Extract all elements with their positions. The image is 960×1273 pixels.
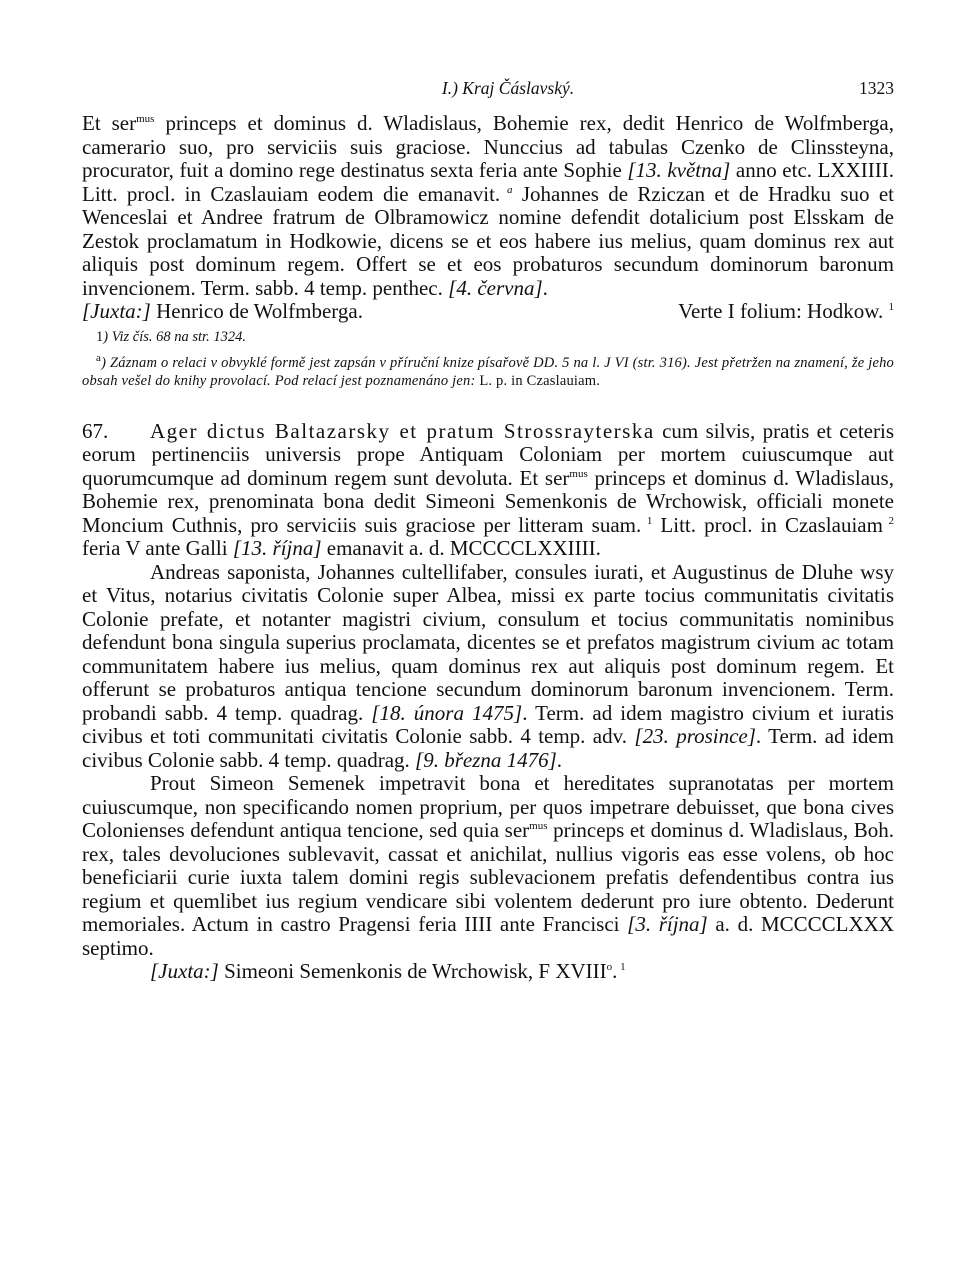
- verte-text: Verte I folium: Hodkow.: [678, 299, 884, 323]
- footnote-text: ) Viz čís. 68 na str. 1324.: [103, 328, 246, 345]
- text-span: princeps et dominus d. Wladislaus, Bohemie rex, dedit Henrico de Wolfmberga, camerario suo, pro serviciis suis graciose. Nunccius ad tabulas Czenko de Clinssteyna, procurator, fuit a domino rege destinatus sexta feria ante Sophie: [82, 111, 894, 182]
- text-span: Litt. procl. in Czaslauiam: [652, 512, 883, 537]
- footnote-marker: 1: [641, 514, 653, 527]
- text-span: princeps et dominus d. Wladislaus, Boh. rex, tales devoluciones sublevavit, cassat et anichilat, nullius vigoris eas esse volens, ob hoc beneficiarii curie iuxta talem domini regis sublevacionem prefatis defendentibus contra ius regium et quemlibet ius regium vendicare sibi volentem dederunt pro iure obtento. Dederunt memoriales. Actum in castro Pragensi feria IIII ante Francisci: [82, 818, 894, 936]
- entry-a: [82, 112, 894, 324]
- entry-67-juxta: [82, 960, 894, 984]
- text-span: . Term. ad idem civibus Colonie sabb. 4 temp. quadrag.: [82, 724, 894, 772]
- footnote-marker: a: [500, 183, 513, 196]
- entry-67: [82, 420, 894, 984]
- text-span: .: [612, 959, 618, 983]
- juxta-label: [Juxta:]: [82, 299, 151, 323]
- juxta-label: [Juxta:]: [150, 959, 219, 983]
- editorial-date: [13. května]: [627, 158, 731, 182]
- editorial-date: [13. října]: [232, 536, 322, 560]
- editorial-date: [3. října]: [627, 912, 708, 936]
- text-span: Prout Simeon Semenek impetravit bona et hereditates supranotatas per mortem cuiuscumque, non specificando nomen proprium, per quos impetrare debuisset, que bona cives Colonienses defendunt antiqua tencione, sed quia ser: [82, 771, 894, 842]
- entry-a-paragraph: [82, 112, 894, 300]
- text-span: cum silvis, pratis et ceteris eorum pertinenciis universis prope Antiquam Coloniam per mortem cuiuscumque aut quorumcumque ad dominum regem sunt devoluta. Et ser: [82, 418, 894, 490]
- juxta-line: [82, 300, 894, 324]
- entry-67-paragraph-3: [82, 772, 894, 960]
- entry-67-paragraph-1: [82, 420, 894, 561]
- entry-67-paragraph-2: [82, 561, 894, 773]
- text-span: Johannes de Rziczan et de Hradku suo et Wenceslai et Andree fratrum de Olbramowicz nomine defendit dotalicium post Elsskam de Zestok proclamatum in Hodkowie, dicens se et eos habere ius melius, quam dominus rex aut aliquis post dominum regem. Offert se et eos probaturos secundum dominorum baronum invencionem. Term. sabb. 4 temp. penthec.: [82, 181, 894, 300]
- superscript: mus: [529, 820, 548, 832]
- footnote-text: ) Záznam o relaci v obvyklé formě jest zapsán v příruční knize písařově DD. 5 na l. J VI (str. 316). Jest přetržen na znamení, že jeho obsah vešel do knihy provolací. Pod relací jest poznamenáno jen:: [82, 354, 894, 389]
- footnote-marker: 1: [617, 961, 626, 973]
- juxta-text: Simeoni Semenkonis de Wrchowisk, F XVIII: [218, 959, 607, 983]
- spaced-text: Ager dictus Baltazarsky et pratum Strossrayterska: [150, 418, 655, 443]
- text-span: princeps et dominus d. Wladislaus, Bohemie rex, prenominata bona dedit Simeoni Semenkonis de Wrchowisk, officiali monete Moncium Cuthnis, pro serviciis suis graciose per litteram suam.: [82, 465, 894, 537]
- juxta-left: [82, 300, 363, 324]
- footnote-letter: a: [96, 351, 102, 364]
- editorial-date: [4. června]: [448, 275, 543, 300]
- footnote-marker: 1: [888, 301, 894, 313]
- text-span: a. d. MCCCCLXXX septimo.: [82, 912, 894, 960]
- footnote-tail: L. p. in Czaslauiam.: [479, 372, 601, 389]
- footnote-1: [82, 328, 894, 346]
- verte-note: [678, 300, 894, 324]
- juxta-text: Henrico de Wolfmberga.: [150, 299, 363, 323]
- text-span: feria V ante Galli: [82, 536, 233, 560]
- editorial-date: [9. března 1476]: [415, 747, 557, 772]
- editorial-date: [23. prosince]: [634, 724, 756, 748]
- text-span: Et ser: [82, 111, 137, 135]
- footnote-number: 1: [96, 328, 104, 345]
- editorial-date: [18. února 1475]: [371, 700, 523, 725]
- text-span: .: [556, 747, 563, 772]
- text-span: .: [542, 275, 548, 300]
- entry-number: 67.: [82, 418, 109, 443]
- text-span: emanavit a. d. MCCCCLXXIIII.: [321, 536, 601, 560]
- text-span: Andreas saponista, Johannes cultellifaber, consules iurati, et Augustinus de Dluhe wsy et Vitus, notarius civitatis Colonie super Albea, missi ex parte tocius communitatis civitatis Colonie prefate, et notanter magistri civium, consulum et tocius communitatis nominibus defendunt bona singula superius proclamata, dicentes se et prefatos magistrum civium ac totam communitatem habere ius melius, quam dominus rex aut aliquis post dominum regem. Et offerunt se probaturos antiqua tencione secundum dominorum baronum invencionem. Term. probandi sabb. 4 temp. quadrag.: [82, 559, 894, 725]
- superscript: mus: [136, 113, 155, 125]
- superscript: o: [606, 961, 613, 973]
- footnote-a: [82, 351, 894, 390]
- text-span: anno etc. LXXIIII. Litt. procl. in Czaslauiam eodem die emanavit.: [82, 158, 894, 206]
- superscript: mus: [569, 467, 588, 480]
- text-span: . Term. ad idem magistro civium et iuratis civibus et toti communitati civitatis Colonie sabb. 4 temp. adv.: [82, 700, 894, 748]
- page-number: 1323: [859, 78, 894, 98]
- running-title: I.) Kraj Čáslavský.: [441, 78, 575, 98]
- page-header: [82, 78, 894, 112]
- footnote-marker: 2: [882, 514, 895, 527]
